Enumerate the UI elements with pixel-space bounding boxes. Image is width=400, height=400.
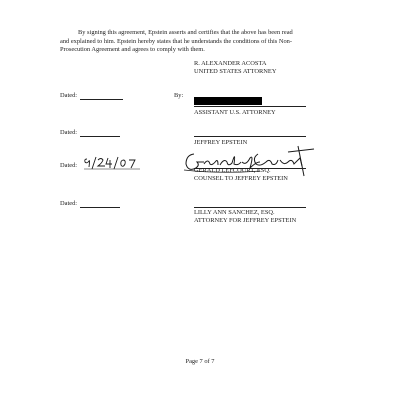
page-number: Page 7 of 7 — [185, 358, 215, 365]
us-attorney-name: R. ALEXANDER ACOSTA — [194, 60, 267, 67]
dated-label-2: Dated: — [60, 129, 78, 136]
dated-label-3: Dated: — [60, 162, 78, 169]
date-line-4 — [80, 207, 120, 208]
assistant-title: ASSISTANT U.S. ATTORNEY — [194, 109, 276, 116]
sanchez-name: LILLY ANN SANCHEZ, ESQ. — [194, 209, 275, 216]
signature-line-assistant — [194, 106, 306, 107]
handwritten-date-image — [82, 155, 142, 171]
dated-label-4: Dated: — [60, 200, 78, 207]
epstein-name: JEFFREY EPSTEIN — [194, 139, 248, 146]
certification-paragraph — [60, 29, 340, 55]
paragraph-line: By signing this agreement, Epstein asserts and certifies that the above has been read — [78, 29, 293, 36]
signature-line-epstein — [194, 136, 306, 137]
date-line-1 — [80, 99, 123, 100]
lefcourt-title: COUNSEL TO JEFFREY EPSTEIN — [194, 175, 288, 182]
date-line-2 — [80, 136, 120, 137]
redaction-block — [194, 97, 262, 105]
dated-label-1: Dated: — [60, 92, 78, 99]
paragraph-line: and explained to him. Epstein hereby states that he understands the conditions of this Non- — [60, 37, 292, 45]
signature-line-sanchez — [194, 207, 306, 208]
by-label: By: — [174, 92, 184, 99]
sanchez-title: ATTORNEY FOR JEFFREY EPSTEIN — [194, 217, 297, 224]
paragraph-line: Prosecution Agreement and agrees to comply with them. — [60, 46, 205, 54]
lefcourt-name: GERALD LEFCOURT, ESQ. — [194, 167, 271, 174]
us-attorney-title: UNITED STATES ATTORNEY — [194, 68, 277, 75]
